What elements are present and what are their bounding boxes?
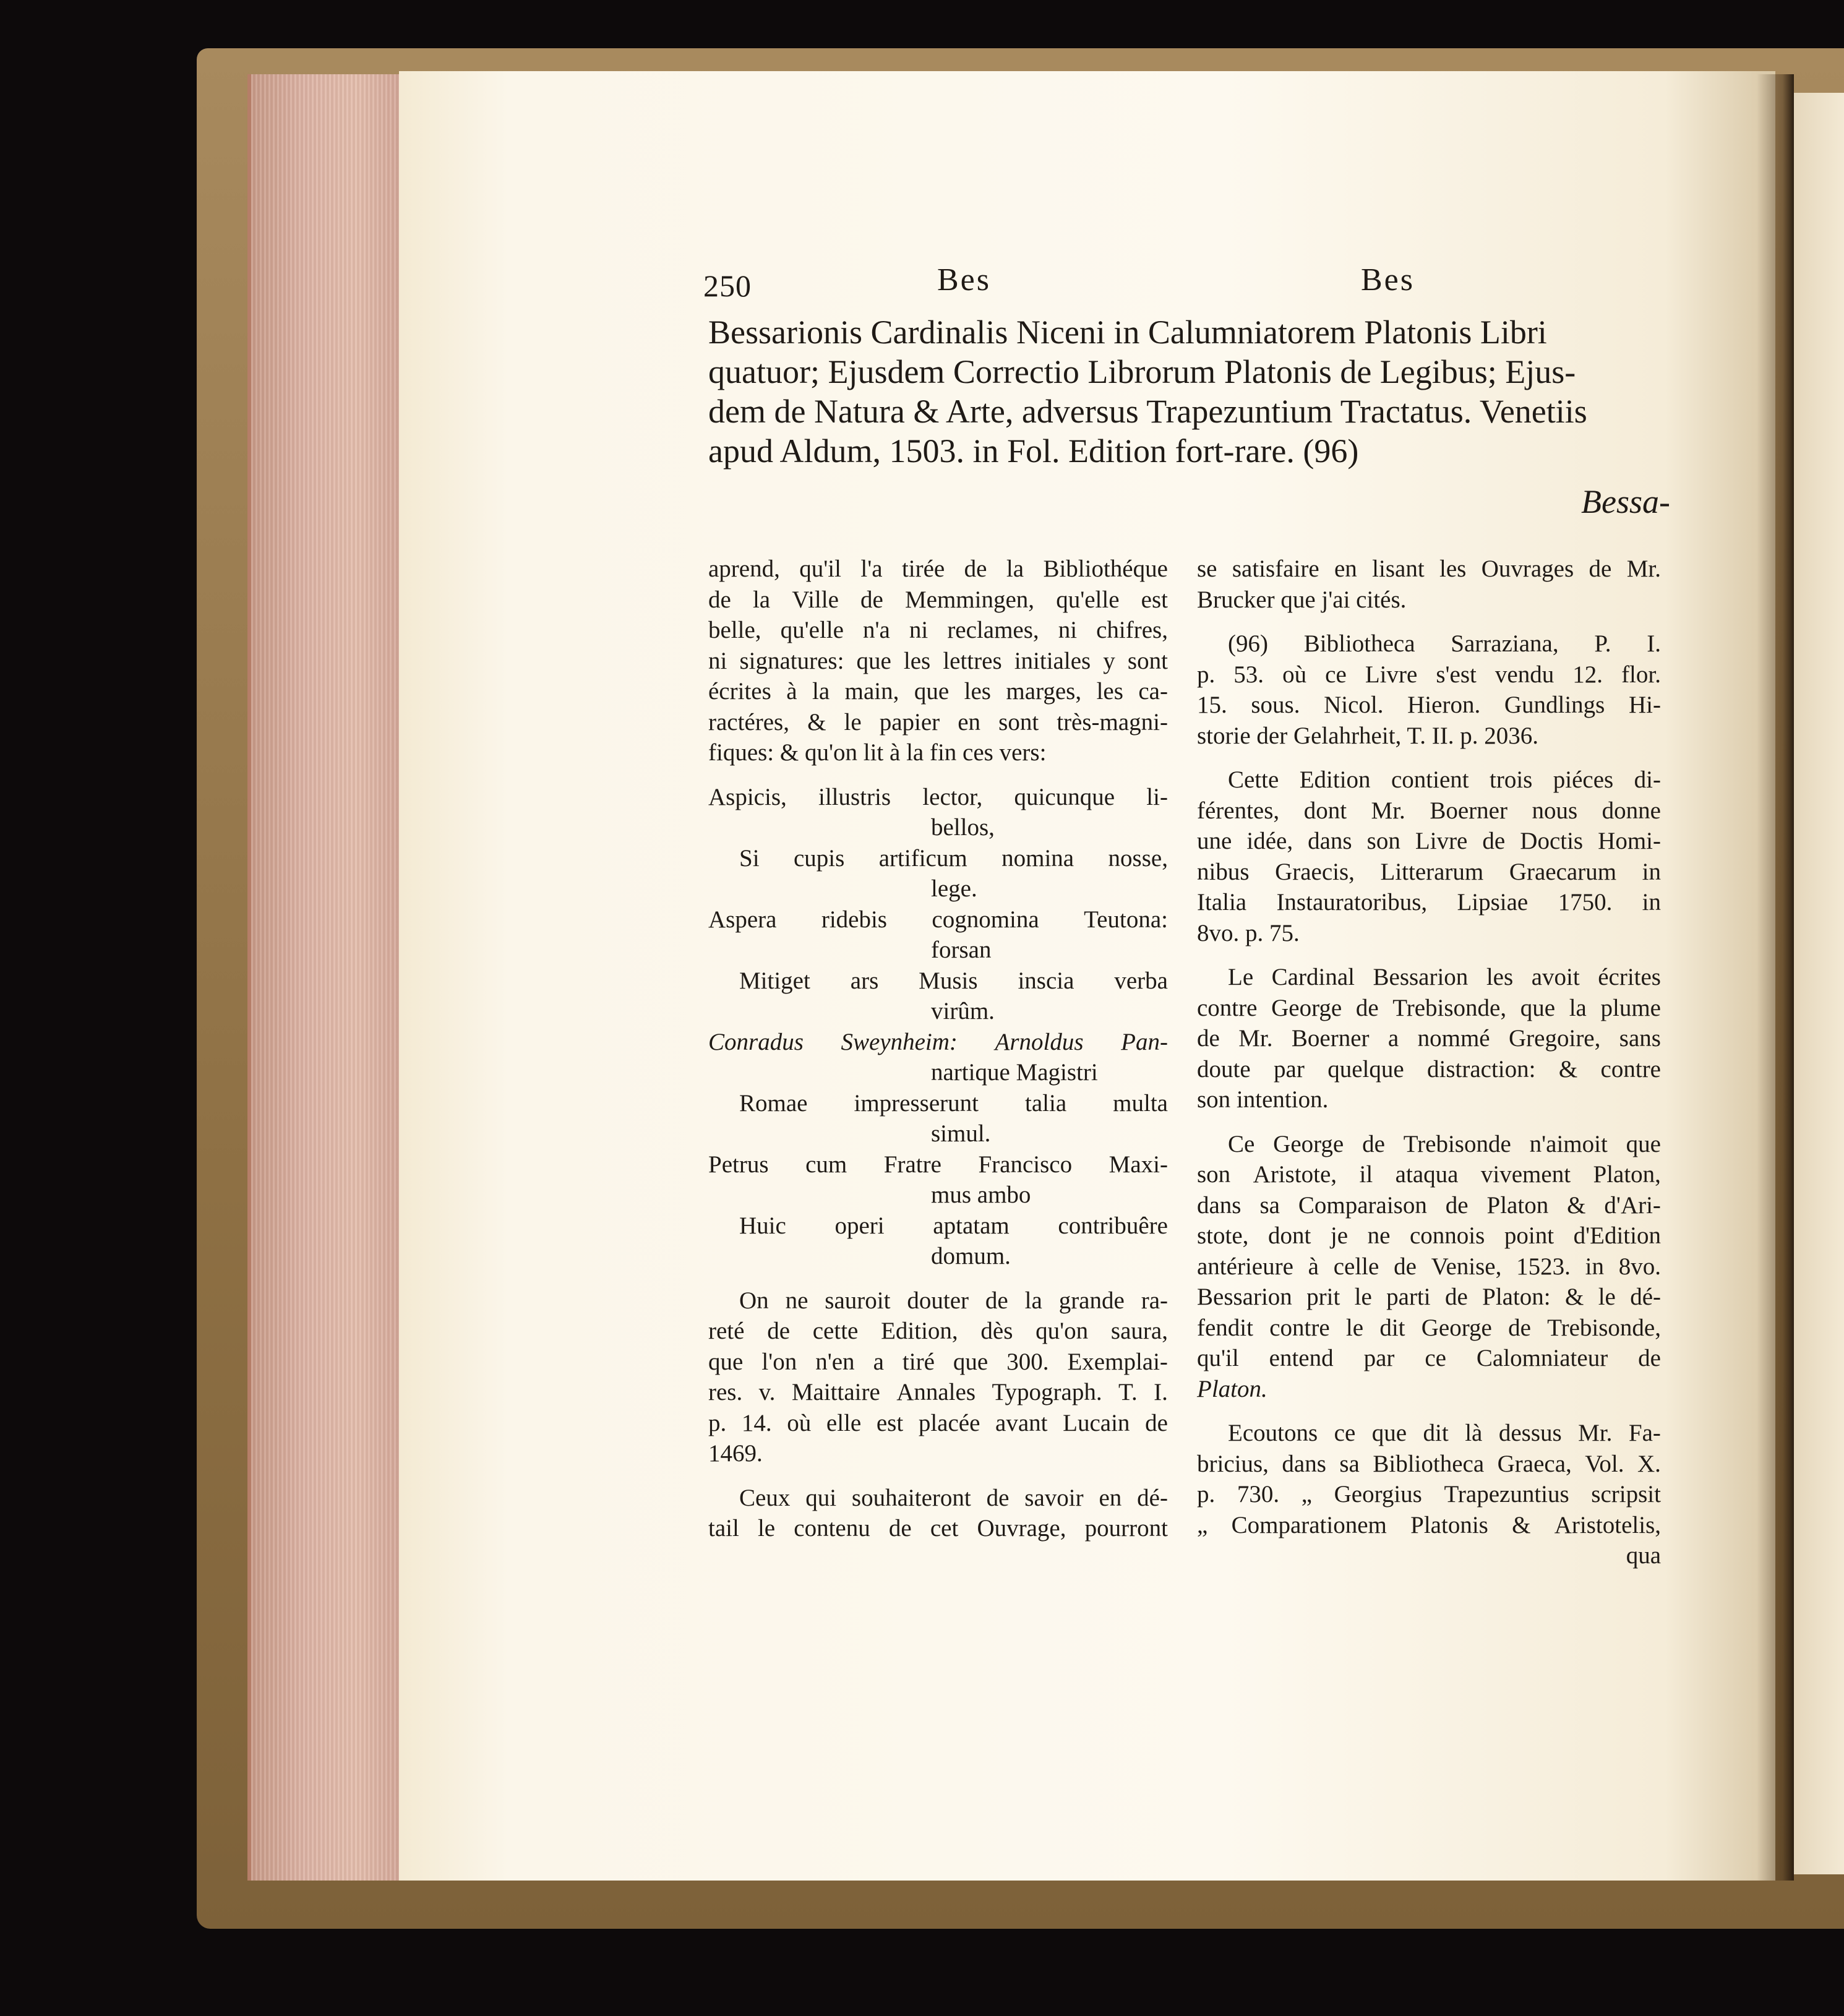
text-line: Ce George de Trebisonde n'aimoit que bbox=[1228, 1130, 1661, 1157]
text-line: de la Ville de Memmingen, qu'elle est bbox=[708, 586, 1168, 613]
text-line: fiques: & qu'on lit à la fin ces vers: bbox=[708, 739, 1047, 766]
footnote-line: storie der Gelahrheit, T. II. p. 2036. bbox=[1197, 722, 1538, 749]
entry-line: dem de Natura & Arte, adversus Trapezuntium Tractatus. Venetiis bbox=[708, 393, 1587, 430]
footnote-line: (96) Bibliotheca Sarraziana, P. I. bbox=[1228, 630, 1661, 657]
text-line: de Mr. Boerner a nommé Gregoire, sans bbox=[1197, 1025, 1661, 1052]
entry-line: Bessarionis Cardinalis Niceni in Calumniatorem Platonis Libri bbox=[708, 314, 1547, 351]
verse-line: Romae impresserunt talia multa bbox=[739, 1089, 1168, 1117]
text-line: dans sa Comparaison de Platon & d'Ari- bbox=[1197, 1191, 1661, 1219]
text-line: „ Comparationem Platonis & Aristotelis, bbox=[1197, 1511, 1661, 1538]
text-line: reté de cette Edition, dès qu'on saura, bbox=[708, 1318, 1168, 1344]
catchword: Bessa- bbox=[1581, 483, 1670, 520]
verse-line: Conradus Sweynheim: Arnoldus Pan- bbox=[708, 1028, 1168, 1055]
left-column bbox=[708, 554, 1168, 1544]
text-line: fendit contre le dit George de Trebisonde, bbox=[1197, 1314, 1661, 1341]
text-line: Bessarion prit le parti de Platon: & le dé- bbox=[1197, 1284, 1661, 1310]
text-line: se satisfaire en lisant les Ouvrages de Mr. bbox=[1197, 555, 1661, 582]
text-line: contre George de Trebisonde, que la plume bbox=[1197, 994, 1661, 1021]
text-line: On ne sauroit douter de la grande ra- bbox=[739, 1287, 1168, 1314]
next-page-edge bbox=[1794, 93, 1844, 1874]
text-line: nibus Graecis, Litterarum Graecarum in bbox=[1197, 858, 1661, 885]
verse-line: domum. bbox=[931, 1243, 1011, 1269]
verse-line: Aspicis, illustris lector, quicunque li- bbox=[708, 783, 1168, 810]
verse-line: virûm. bbox=[931, 998, 995, 1024]
verse-line: lege. bbox=[931, 875, 977, 902]
text-line: doute par quelque distraction: & contre bbox=[1197, 1055, 1661, 1083]
text-line: antérieure à celle de Venise, 1523. in 8vo. bbox=[1197, 1253, 1661, 1280]
text-line: son Aristote, il ataqua vivement Platon, bbox=[1197, 1161, 1661, 1188]
verse-line: Petrus cum Fratre Francisco Maxi- bbox=[708, 1151, 1168, 1178]
text-line: Italia Instauratoribus, Lipsiae 1750. in bbox=[1197, 889, 1661, 916]
text-line: belle, qu'elle n'a ni reclames, ni chifres, bbox=[708, 617, 1168, 643]
footnote-line: 15. sous. Nicol. Hieron. Gundlings Hi- bbox=[1197, 692, 1661, 718]
text-line: Le Cardinal Bessarion les avoit écrites bbox=[1228, 964, 1661, 990]
text-line: Cette Edition contient trois piéces di- bbox=[1228, 766, 1661, 793]
verse-line: nartique Magistri bbox=[931, 1059, 1098, 1086]
page-edges bbox=[247, 74, 403, 1881]
text-line: Brucker que j'ai cités. bbox=[1197, 586, 1407, 613]
text-line: 8vo. p. 75. bbox=[1197, 919, 1300, 946]
text-line: aprend, qu'il l'a tirée de la Bibliothéque bbox=[708, 555, 1168, 582]
footnote-line: p. 53. où ce Livre s'est vendu 12. flor. bbox=[1197, 661, 1661, 688]
verse-line: forsan bbox=[931, 937, 992, 963]
text-line: p. 14. où elle est placée avant Lucain de bbox=[708, 1409, 1168, 1436]
running-head-right: Bes bbox=[1361, 262, 1415, 298]
text-line: ni signatures: que les lettres initiales y sont bbox=[708, 647, 1168, 674]
verse-line: Aspera ridebis cognomina Teutona: bbox=[708, 906, 1168, 933]
text-line: stote, dont je ne connois point d'Edition bbox=[1197, 1222, 1661, 1249]
text-line: une idée, dans son Livre de Doctis Homi- bbox=[1197, 828, 1661, 854]
page-gutter-shadow bbox=[1757, 74, 1794, 1881]
text-line: tail le contenu de cet Ouvrage, pourront bbox=[708, 1515, 1168, 1542]
text-line: Ecoutons ce que dit là dessus Mr. Fa- bbox=[1228, 1420, 1661, 1446]
entry-line: apud Aldum, 1503. in Fol. Edition fort-rare. (96) bbox=[708, 432, 1359, 470]
text-line: p. 730. „ Georgius Trapezuntius scripsit bbox=[1197, 1481, 1661, 1508]
text-line: son intention. bbox=[1197, 1086, 1329, 1113]
book-page bbox=[399, 71, 1775, 1881]
text-line: bricius, dans sa Bibliotheca Graeca, Vol. X. bbox=[1197, 1450, 1661, 1477]
right-column bbox=[1197, 554, 1661, 1571]
verse-line: mus ambo bbox=[931, 1182, 1031, 1208]
page-number: 250 bbox=[703, 268, 752, 303]
verse-line: Mitiget ars Musis inscia verba bbox=[739, 967, 1168, 994]
text-line: écrites à la main, que les marges, les ca- bbox=[708, 678, 1168, 705]
text-line: res. v. Maittaire Annales Typograph. T. I. bbox=[708, 1379, 1168, 1405]
catchword-bottom: qua bbox=[1626, 1542, 1661, 1569]
text-line: ractéres, & le papier en sont très-magni- bbox=[708, 708, 1168, 736]
entry-line: quatuor; Ejusdem Correctio Librorum Platonis de Legibus; Ejus- bbox=[708, 353, 1576, 390]
text-line: qu'il entend par ce Calomniateur de bbox=[1197, 1345, 1661, 1371]
text-line: férentes, dont Mr. Boerner nous donne bbox=[1197, 797, 1661, 824]
running-head-left: Bes bbox=[937, 262, 991, 298]
verse-line: simul. bbox=[931, 1120, 991, 1147]
text-line: Platon. bbox=[1197, 1375, 1267, 1402]
verse-line: bellos, bbox=[931, 814, 995, 841]
text-line: que l'on n'en a tiré que 300. Exemplai- bbox=[708, 1348, 1168, 1375]
verse-line: Huic operi aptatam contribuêre bbox=[739, 1212, 1168, 1239]
text-line: 1469. bbox=[708, 1440, 763, 1467]
text-line: Ceux qui souhaiteront de savoir en dé- bbox=[739, 1484, 1168, 1511]
verse-line: Si cupis artificum nomina nosse, bbox=[739, 844, 1168, 872]
